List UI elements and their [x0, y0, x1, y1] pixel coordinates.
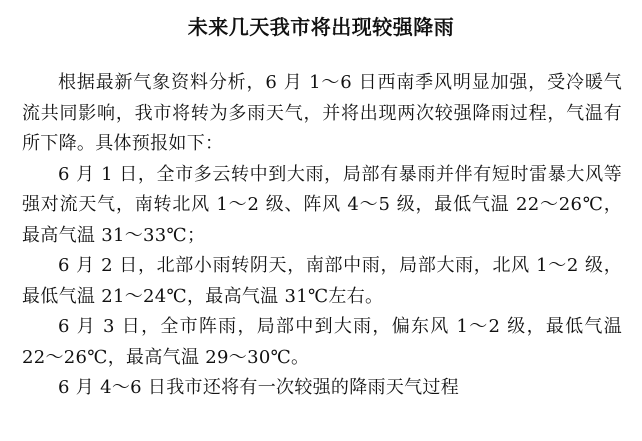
intro-paragraph: 根据最新气象资料分析，6 月 1～6 日西南季风明显加强，受冷暖气流共同影响，我市将转为多雨天气，并将出现两次较强降雨过程，气温有所下降。具体预报如下：	[22, 72, 622, 154]
forecast-june-4-6: 6 月 4～6 日我市还将有一次较强的降雨天气过程	[58, 377, 460, 398]
forecast-june-2: 6 月 2 日，北部小雨转阴天，南部中雨，局部大雨，北风 1～2 级，最低气温 21～24℃，最高气温 31℃左右。	[22, 255, 622, 307]
forecast-june-3: 6 月 3 日，全市阵雨，局部中到大雨，偏东风 1～2 级，最低气温 22～26℃，最高气温 29～30℃。	[22, 316, 622, 368]
page-title: 未来几天我市将出现较强降雨	[187, 15, 455, 39]
forecast-june-1: 6 月 1 日，全市多云转中到大雨，局部有暴雨并伴有短时雷暴大风等强对流天气，南转北风 1～2 级、阵风 4～5 级，最低气温 22～26℃，最高气温 31～33℃；	[22, 163, 622, 246]
article-body	[22, 68, 622, 404]
